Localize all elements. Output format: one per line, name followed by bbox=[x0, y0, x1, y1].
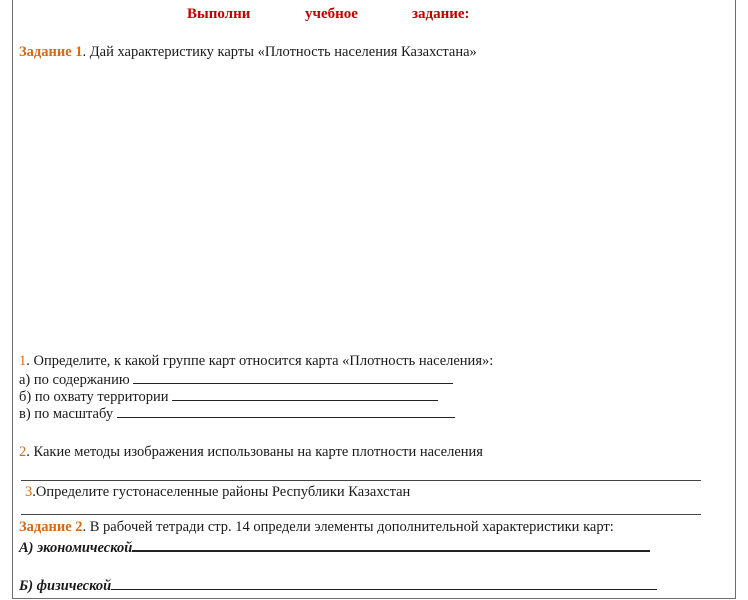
q1-option-c bbox=[19, 405, 455, 423]
header-word-2: учебное bbox=[305, 6, 358, 22]
task2-text: . В рабочей тетради стр. 14 определи элементы дополнительной характеристики карт: bbox=[82, 519, 614, 535]
q3-number: 3 bbox=[25, 484, 33, 500]
q3-text: .Определите густонаселенные районы Республики Казахстан bbox=[32, 484, 411, 500]
q1-option-c-label: в) по масштабу bbox=[19, 406, 114, 422]
q1-option-a-answer-line[interactable] bbox=[133, 371, 453, 384]
q1-option-c-answer-line[interactable] bbox=[117, 405, 455, 418]
task2-line bbox=[19, 519, 614, 536]
task1-text: . Дай характеристику карты «Плотность населения Казахстана» bbox=[82, 44, 477, 60]
task2-option-b-label: Б) физической bbox=[19, 578, 112, 594]
q2-answer-line[interactable] bbox=[21, 480, 701, 481]
q1-option-a bbox=[19, 371, 453, 389]
task2-label: Задание 2 bbox=[19, 519, 83, 535]
task1-label: Задание 1 bbox=[19, 44, 83, 60]
q2-line bbox=[19, 444, 483, 461]
q2-text: . Какие методы изображения использованы на карте плотности населения bbox=[26, 444, 483, 460]
task1-line bbox=[19, 44, 477, 61]
q3-answer-line[interactable] bbox=[21, 514, 701, 515]
q1-line bbox=[19, 353, 493, 370]
task2-option-a-answer-line[interactable] bbox=[132, 538, 650, 552]
q1-option-b bbox=[19, 388, 438, 406]
q3-line bbox=[25, 484, 410, 501]
q2-number: 2 bbox=[19, 444, 27, 460]
task2-option-b bbox=[19, 577, 657, 595]
q1-option-a-label: а) по содержанию bbox=[19, 372, 130, 388]
task2-option-a bbox=[19, 538, 650, 557]
q1-option-b-answer-line[interactable] bbox=[172, 388, 438, 401]
q1-option-b-label: б) по охвату территории bbox=[19, 389, 169, 405]
worksheet-page bbox=[12, 0, 736, 599]
q1-text: . Определите, к какой группе карт относится карта «Плотность населения»: bbox=[26, 353, 494, 369]
q1-number: 1 bbox=[19, 353, 27, 369]
header-word-3: задание: bbox=[412, 6, 470, 22]
task2-option-b-answer-line[interactable] bbox=[111, 577, 657, 590]
header-word-1: Выполни bbox=[187, 6, 251, 22]
task2-option-a-label: А) экономической bbox=[19, 540, 133, 556]
